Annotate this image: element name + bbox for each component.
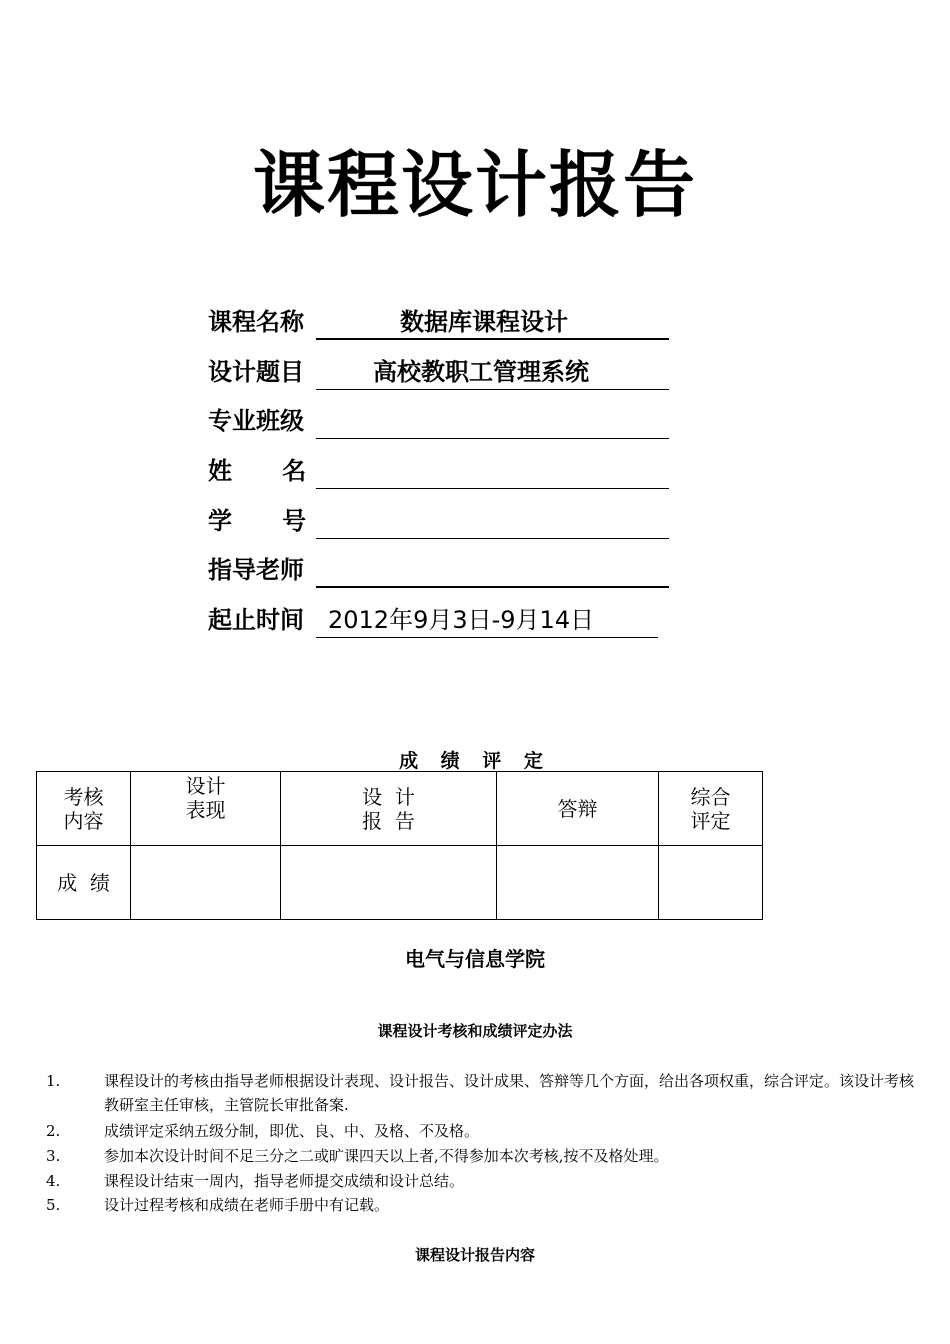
field-name xyxy=(208,449,678,489)
field-value-design-topic: 高校教职工管理系统 xyxy=(373,358,589,386)
field-major-class xyxy=(208,399,678,439)
header-design-performance: 设计 表现 xyxy=(131,772,281,846)
list-item xyxy=(46,1144,926,1168)
field-value-course-name: 数据库课程设计 xyxy=(400,308,568,336)
list-item-number: 2. xyxy=(46,1122,61,1140)
header-design-report: 设 计 报 告 xyxy=(281,772,497,846)
college-name: 电气与信息学院 xyxy=(405,947,545,971)
list-item-number: 4. xyxy=(46,1172,61,1190)
list-item-number: 3. xyxy=(46,1147,61,1165)
field-design-topic xyxy=(208,350,678,390)
score-defense xyxy=(497,846,659,920)
score-overall xyxy=(659,846,763,920)
field-underline xyxy=(316,338,669,340)
list-item xyxy=(46,1119,926,1143)
list-item-number: 1. xyxy=(46,1072,61,1090)
list-item-text: 参加本次设计时间不足三分之二或旷课四天以上者,不得参加本次考核,按不及格处理。 xyxy=(104,1147,669,1165)
field-label-major-class: 专业班级 xyxy=(208,407,304,435)
field-underline xyxy=(316,538,669,539)
field-label-course-name: 课程名称 xyxy=(208,308,304,336)
list-item xyxy=(46,1169,926,1193)
field-underline xyxy=(316,438,669,439)
field-course-name xyxy=(208,300,678,340)
score-design-report xyxy=(281,846,497,920)
list-item-text: 课程设计结束一周内，指导老师提交成绩和设计总结。 xyxy=(104,1172,465,1190)
header-assessment-content: 考核 内容 xyxy=(37,772,131,846)
list-item xyxy=(46,1069,926,1117)
document-title: 课程设计报告 xyxy=(252,143,697,227)
grade-table-title: 成 绩 评 定 xyxy=(399,750,551,772)
row-label-score: 成 绩 xyxy=(37,846,131,920)
field-label-design-topic: 设计题目 xyxy=(208,358,304,386)
list-item-text: 成绩评定采纳五级分制，即优、良、中、及格、不及格。 xyxy=(104,1122,480,1140)
list-item xyxy=(46,1193,926,1217)
score-design-performance xyxy=(131,846,281,920)
field-underline xyxy=(316,389,669,390)
grade-table xyxy=(36,771,763,920)
field-label-advisor: 指导老师 xyxy=(208,556,304,584)
field-advisor xyxy=(208,548,678,588)
list-item-text: 设计过程考核和成绩在老师手册中有记载。 xyxy=(104,1196,390,1214)
list-item-text: 课程设计的考核由指导老师根据设计表现、设计报告、设计成果、答辩等几个方面，给出各项权重，综合评定。该设计考核教研室主任审核，主管院长审批备案. xyxy=(104,1072,915,1114)
list-item-number: 5. xyxy=(46,1196,61,1214)
field-value-period: 2012年9月3日-9月14日 xyxy=(328,606,595,634)
report-content-title: 课程设计报告内容 xyxy=(414,1246,535,1264)
field-underline xyxy=(316,488,669,489)
field-period xyxy=(208,598,678,638)
field-underline xyxy=(316,637,658,638)
field-student-id xyxy=(208,499,678,539)
field-label-period: 起止时间 xyxy=(208,606,304,634)
field-underline xyxy=(316,586,669,588)
header-defense: 答辩 xyxy=(497,772,659,846)
field-label-name: 姓 名 xyxy=(208,457,307,485)
field-label-student-id: 学 号 xyxy=(208,507,307,535)
header-overall-rating: 综合 评定 xyxy=(659,772,763,846)
methods-title: 课程设计考核和成绩评定办法 xyxy=(377,1022,573,1040)
